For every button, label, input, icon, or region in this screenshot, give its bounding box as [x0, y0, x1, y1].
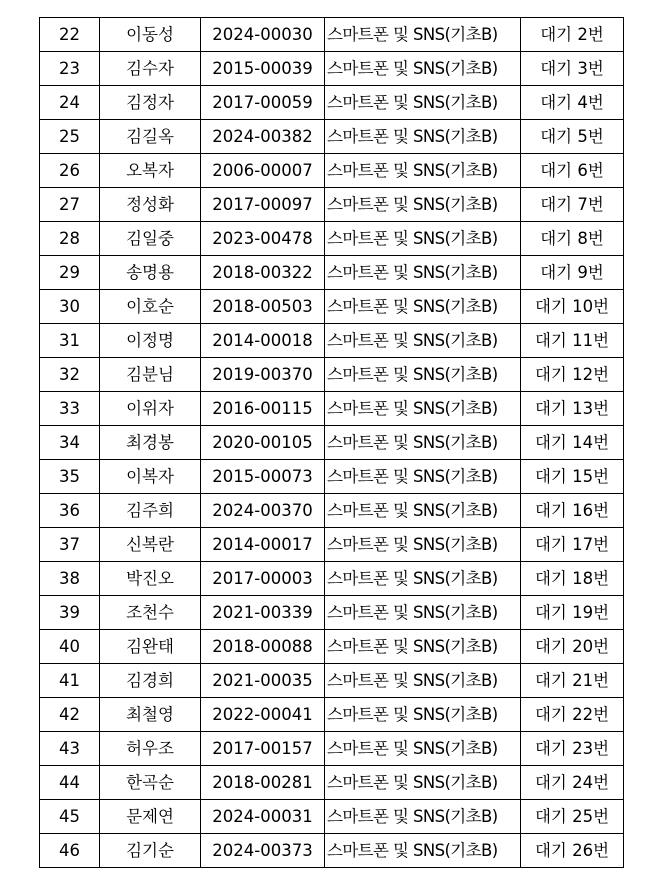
- row-number-cell: 34: [40, 426, 100, 460]
- course-name-cell: 스마트폰 및 SNS(기초B): [325, 766, 521, 800]
- member-id-cell: 2021-00035: [201, 664, 325, 698]
- table-row: [40, 52, 624, 86]
- waitlist-status-cell: 대기 16번: [521, 494, 624, 528]
- member-name-cell: 이동성: [100, 18, 201, 52]
- waitlist-status-cell: 대기 2번: [521, 18, 624, 52]
- waitlist-status-cell: 대기 3번: [521, 52, 624, 86]
- waitlist-status-cell: 대기 4번: [521, 86, 624, 120]
- row-number-cell: 46: [40, 834, 100, 868]
- row-number-cell: 37: [40, 528, 100, 562]
- member-id-cell: 2018-00322: [201, 256, 325, 290]
- member-id-cell: 2018-00281: [201, 766, 325, 800]
- table-row: [40, 732, 624, 766]
- table-row: [40, 324, 624, 358]
- waitlist-status-cell: 대기 24번: [521, 766, 624, 800]
- row-number-cell: 38: [40, 562, 100, 596]
- table-row: [40, 630, 624, 664]
- member-id-cell: 2017-00059: [201, 86, 325, 120]
- waitlist-status-cell: 대기 19번: [521, 596, 624, 630]
- table-row: [40, 18, 624, 52]
- table-row: [40, 290, 624, 324]
- table-row: [40, 460, 624, 494]
- member-id-cell: 2024-00030: [201, 18, 325, 52]
- row-number-cell: 45: [40, 800, 100, 834]
- course-name-cell: 스마트폰 및 SNS(기초B): [325, 596, 521, 630]
- waitlist-status-cell: 대기 12번: [521, 358, 624, 392]
- member-name-cell: 이호순: [100, 290, 201, 324]
- member-name-cell: 한곡순: [100, 766, 201, 800]
- member-id-cell: 2018-00503: [201, 290, 325, 324]
- course-name-cell: 스마트폰 및 SNS(기초B): [325, 324, 521, 358]
- waitlist-status-cell: 대기 22번: [521, 698, 624, 732]
- row-number-cell: 41: [40, 664, 100, 698]
- table-row: [40, 800, 624, 834]
- course-name-cell: 스마트폰 및 SNS(기초B): [325, 494, 521, 528]
- table-row: [40, 596, 624, 630]
- course-name-cell: 스마트폰 및 SNS(기초B): [325, 256, 521, 290]
- member-id-cell: 2006-00007: [201, 154, 325, 188]
- waitlist-status-cell: 대기 26번: [521, 834, 624, 868]
- member-id-cell: 2022-00041: [201, 698, 325, 732]
- row-number-cell: 31: [40, 324, 100, 358]
- course-name-cell: 스마트폰 및 SNS(기초B): [325, 732, 521, 766]
- waitlist-table: [39, 17, 624, 868]
- course-name-cell: 스마트폰 및 SNS(기초B): [325, 120, 521, 154]
- member-name-cell: 문제연: [100, 800, 201, 834]
- row-number-cell: 43: [40, 732, 100, 766]
- course-name-cell: 스마트폰 및 SNS(기초B): [325, 290, 521, 324]
- member-id-cell: 2023-00478: [201, 222, 325, 256]
- waitlist-status-cell: 대기 6번: [521, 154, 624, 188]
- row-number-cell: 27: [40, 188, 100, 222]
- course-name-cell: 스마트폰 및 SNS(기초B): [325, 630, 521, 664]
- member-name-cell: 최철영: [100, 698, 201, 732]
- member-id-cell: 2016-00115: [201, 392, 325, 426]
- course-name-cell: 스마트폰 및 SNS(기초B): [325, 800, 521, 834]
- table-row: [40, 528, 624, 562]
- table-row: [40, 426, 624, 460]
- table-row: [40, 120, 624, 154]
- waitlist-status-cell: 대기 14번: [521, 426, 624, 460]
- member-name-cell: 신복란: [100, 528, 201, 562]
- row-number-cell: 40: [40, 630, 100, 664]
- member-name-cell: 박진오: [100, 562, 201, 596]
- table-row: [40, 256, 624, 290]
- member-id-cell: 2017-00097: [201, 188, 325, 222]
- row-number-cell: 44: [40, 766, 100, 800]
- waitlist-status-cell: 대기 20번: [521, 630, 624, 664]
- table-row: [40, 664, 624, 698]
- course-name-cell: 스마트폰 및 SNS(기초B): [325, 358, 521, 392]
- member-id-cell: 2015-00073: [201, 460, 325, 494]
- course-name-cell: 스마트폰 및 SNS(기초B): [325, 698, 521, 732]
- row-number-cell: 22: [40, 18, 100, 52]
- course-name-cell: 스마트폰 및 SNS(기초B): [325, 834, 521, 868]
- course-name-cell: 스마트폰 및 SNS(기초B): [325, 222, 521, 256]
- member-name-cell: 김분님: [100, 358, 201, 392]
- table-row: [40, 188, 624, 222]
- member-name-cell: 최경봉: [100, 426, 201, 460]
- member-id-cell: 2015-00039: [201, 52, 325, 86]
- member-id-cell: 2024-00382: [201, 120, 325, 154]
- course-name-cell: 스마트폰 및 SNS(기초B): [325, 664, 521, 698]
- row-number-cell: 25: [40, 120, 100, 154]
- course-name-cell: 스마트폰 및 SNS(기초B): [325, 460, 521, 494]
- member-name-cell: 김주희: [100, 494, 201, 528]
- member-id-cell: 2020-00105: [201, 426, 325, 460]
- member-name-cell: 김기순: [100, 834, 201, 868]
- course-name-cell: 스마트폰 및 SNS(기초B): [325, 188, 521, 222]
- member-name-cell: 김완태: [100, 630, 201, 664]
- waitlist-status-cell: 대기 10번: [521, 290, 624, 324]
- course-name-cell: 스마트폰 및 SNS(기초B): [325, 562, 521, 596]
- waitlist-status-cell: 대기 25번: [521, 800, 624, 834]
- table-row: [40, 222, 624, 256]
- row-number-cell: 29: [40, 256, 100, 290]
- course-name-cell: 스마트폰 및 SNS(기초B): [325, 154, 521, 188]
- course-name-cell: 스마트폰 및 SNS(기초B): [325, 86, 521, 120]
- member-name-cell: 김수자: [100, 52, 201, 86]
- row-number-cell: 35: [40, 460, 100, 494]
- table-row: [40, 86, 624, 120]
- row-number-cell: 28: [40, 222, 100, 256]
- row-number-cell: 24: [40, 86, 100, 120]
- table-row: [40, 358, 624, 392]
- row-number-cell: 39: [40, 596, 100, 630]
- waitlist-status-cell: 대기 17번: [521, 528, 624, 562]
- waitlist-status-cell: 대기 21번: [521, 664, 624, 698]
- table-row: [40, 562, 624, 596]
- member-name-cell: 송명용: [100, 256, 201, 290]
- waitlist-status-cell: 대기 7번: [521, 188, 624, 222]
- member-id-cell: 2017-00003: [201, 562, 325, 596]
- member-id-cell: 2018-00088: [201, 630, 325, 664]
- row-number-cell: 42: [40, 698, 100, 732]
- row-number-cell: 23: [40, 52, 100, 86]
- waitlist-status-cell: 대기 13번: [521, 392, 624, 426]
- member-id-cell: 2021-00339: [201, 596, 325, 630]
- waitlist-status-cell: 대기 8번: [521, 222, 624, 256]
- waitlist-status-cell: 대기 11번: [521, 324, 624, 358]
- member-name-cell: 김일중: [100, 222, 201, 256]
- member-name-cell: 정성화: [100, 188, 201, 222]
- member-id-cell: 2014-00018: [201, 324, 325, 358]
- member-id-cell: 2019-00370: [201, 358, 325, 392]
- member-id-cell: 2024-00370: [201, 494, 325, 528]
- table-row: [40, 698, 624, 732]
- waitlist-status-cell: 대기 5번: [521, 120, 624, 154]
- member-name-cell: 김길옥: [100, 120, 201, 154]
- table-row: [40, 766, 624, 800]
- table-row: [40, 154, 624, 188]
- course-name-cell: 스마트폰 및 SNS(기초B): [325, 426, 521, 460]
- member-name-cell: 조천수: [100, 596, 201, 630]
- table-row: [40, 834, 624, 868]
- table-row: [40, 494, 624, 528]
- waitlist-status-cell: 대기 15번: [521, 460, 624, 494]
- member-name-cell: 이정명: [100, 324, 201, 358]
- row-number-cell: 36: [40, 494, 100, 528]
- row-number-cell: 26: [40, 154, 100, 188]
- member-name-cell: 김경희: [100, 664, 201, 698]
- waitlist-status-cell: 대기 23번: [521, 732, 624, 766]
- waitlist-table-body: [40, 18, 624, 868]
- row-number-cell: 33: [40, 392, 100, 426]
- member-id-cell: 2017-00157: [201, 732, 325, 766]
- course-name-cell: 스마트폰 및 SNS(기초B): [325, 52, 521, 86]
- row-number-cell: 30: [40, 290, 100, 324]
- table-row: [40, 392, 624, 426]
- course-name-cell: 스마트폰 및 SNS(기초B): [325, 18, 521, 52]
- member-name-cell: 김정자: [100, 86, 201, 120]
- waitlist-status-cell: 대기 9번: [521, 256, 624, 290]
- member-name-cell: 이위자: [100, 392, 201, 426]
- waitlist-status-cell: 대기 18번: [521, 562, 624, 596]
- course-name-cell: 스마트폰 및 SNS(기초B): [325, 392, 521, 426]
- member-id-cell: 2024-00373: [201, 834, 325, 868]
- member-name-cell: 이복자: [100, 460, 201, 494]
- member-name-cell: 허우조: [100, 732, 201, 766]
- row-number-cell: 32: [40, 358, 100, 392]
- course-name-cell: 스마트폰 및 SNS(기초B): [325, 528, 521, 562]
- member-name-cell: 오복자: [100, 154, 201, 188]
- member-id-cell: 2024-00031: [201, 800, 325, 834]
- member-id-cell: 2014-00017: [201, 528, 325, 562]
